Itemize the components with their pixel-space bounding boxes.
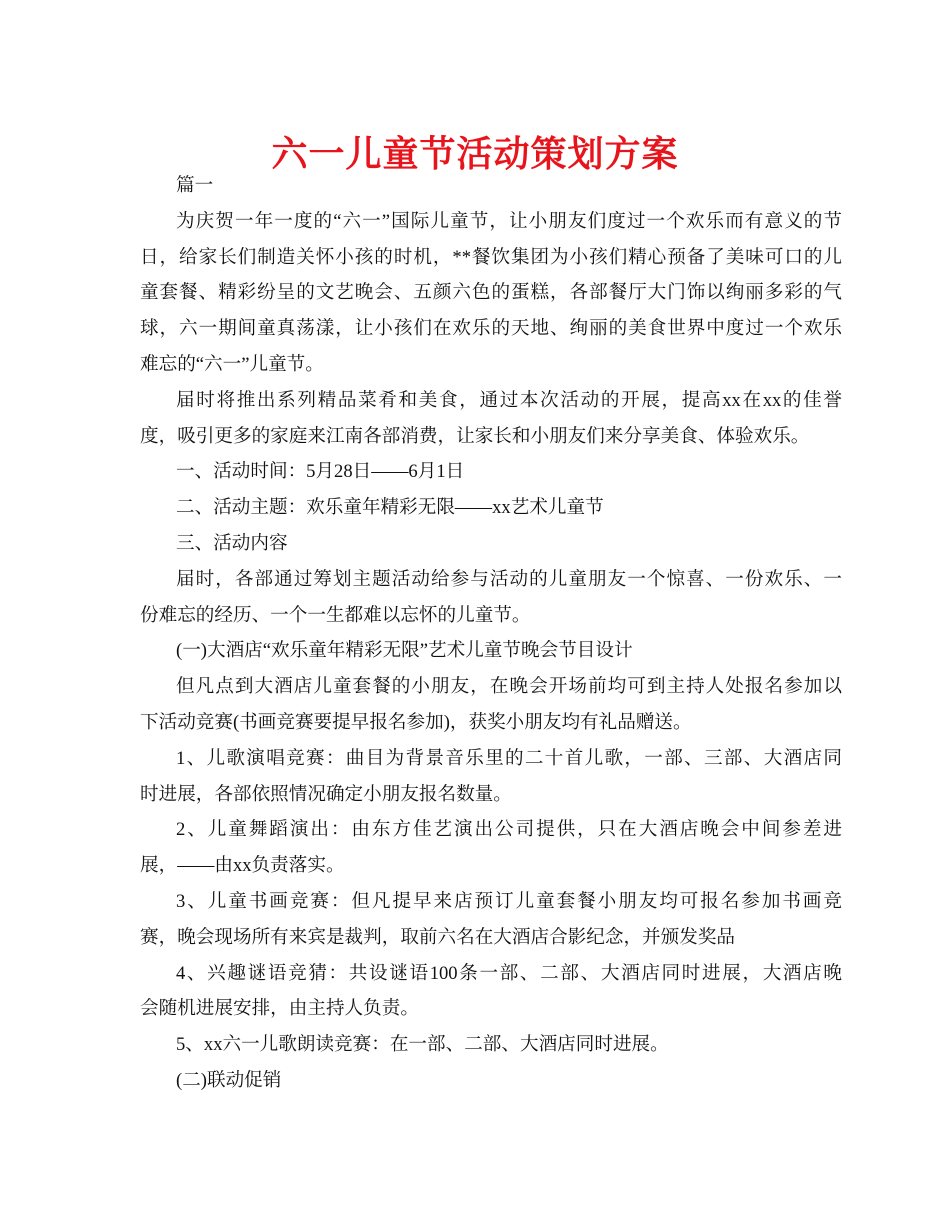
paragraph-line: 度，吸引更多的家庭来江南各部消费，让家长和小朋友们来分享美食、体验欢乐。	[140, 425, 810, 447]
paragraph-line: (一)大酒店“欢乐童年精彩无限”艺术儿童节晚会节目设计	[176, 640, 633, 662]
paragraph-line: 1、儿歌演唱竞赛：曲目为背景音乐里的二十首儿歌，一部、三部、大酒店同	[176, 747, 842, 769]
paragraph-line: 球，六一期间童真荡漾，让小孩们在欢乐的天地、绚丽的美食世界中度过一个欢乐	[140, 318, 842, 340]
paragraph	[140, 884, 842, 956]
paragraph-line: 三、活动内容	[176, 532, 288, 554]
paragraph	[140, 812, 842, 884]
paragraph-line: 日，给家长们制造关怀小孩的时机，**餐饮集团为小孩们精心预备了美味可口的儿	[140, 246, 842, 268]
paragraph-line: 为庆贺一年一度的“六一”国际儿童节，让小朋友们度过一个欢乐而有意义的节	[176, 210, 842, 232]
document-body	[140, 168, 842, 1099]
paragraph-line: 届时将推出系列精品菜肴和美食，通过本次活动的开展，提高xx在xx的佳誉	[176, 389, 842, 411]
paragraph-line: 会随机进展安排，由主持人负责。	[140, 998, 419, 1020]
paragraph	[140, 956, 842, 1028]
paragraph	[140, 383, 842, 455]
paragraph-line: (二)联动促销	[176, 1069, 282, 1091]
paragraph	[140, 204, 842, 383]
paragraph	[140, 526, 842, 562]
paragraph-line: 展，——由xx负责落实。	[140, 855, 345, 877]
paragraph-line: 难忘的“六一”儿童节。	[140, 353, 324, 375]
paragraph-line: 5、xx六一儿歌朗读竞赛：在一部、二部、大酒店同时进展。	[176, 1034, 669, 1056]
paragraph	[140, 168, 842, 204]
paragraph	[140, 1063, 842, 1099]
paragraph-line: 二、活动主题：欢乐童年精彩无限——xx艺术儿童节	[176, 497, 604, 519]
paragraph	[140, 562, 842, 634]
paragraph-line: 4、兴趣谜语竞猜：共设谜语100条一部、二部、大酒店同时进展，大酒店晚	[176, 962, 842, 984]
paragraph-line: 届时，各部通过筹划主题活动给参与活动的儿童朋友一个惊喜、一份欢乐、一	[176, 568, 842, 590]
paragraph	[140, 1027, 842, 1063]
paragraph-line: 时进展，各部依照情况确定小朋友报名数量。	[140, 783, 512, 805]
document-title: 六一儿童节活动策划方案	[271, 134, 679, 175]
paragraph-line: 2、儿童舞蹈演出：由东方佳艺演出公司提供，只在大酒店晚会中间参差进	[176, 819, 842, 841]
paragraph	[140, 741, 842, 813]
paragraph-line: 下活动竞赛(书画竞赛要提早报名参加)，获奖小朋友均有礼品赠送。	[140, 711, 692, 733]
paragraph-line: 篇一	[176, 175, 214, 196]
paragraph-line: 但凡点到大酒店儿童套餐的小朋友，在晚会开场前均可到主持人处报名参加以	[176, 676, 842, 698]
paragraph-line: 3、儿童书画竞赛：但凡提早来店预订儿童套餐小朋友均可报名参加书画竞	[176, 890, 842, 912]
paragraph-line: 童套餐、精彩纷呈的文艺晚会、五颜六色的蛋糕，各部餐厅大门饰以绚丽多彩的气	[140, 282, 842, 304]
paragraph-line: 一、活动时间：5月28日——6月1日	[176, 461, 465, 483]
paragraph	[140, 454, 842, 490]
paragraph	[140, 669, 842, 741]
paragraph	[140, 633, 842, 669]
paragraph-line: 份难忘的经历、一个一生都难以忘怀的儿童节。	[140, 604, 531, 626]
paragraph-line: 赛，晚会现场所有来宾是裁判，取前六名在大酒店合影纪念，并颁发奖品	[140, 926, 736, 948]
paragraph	[140, 490, 842, 526]
